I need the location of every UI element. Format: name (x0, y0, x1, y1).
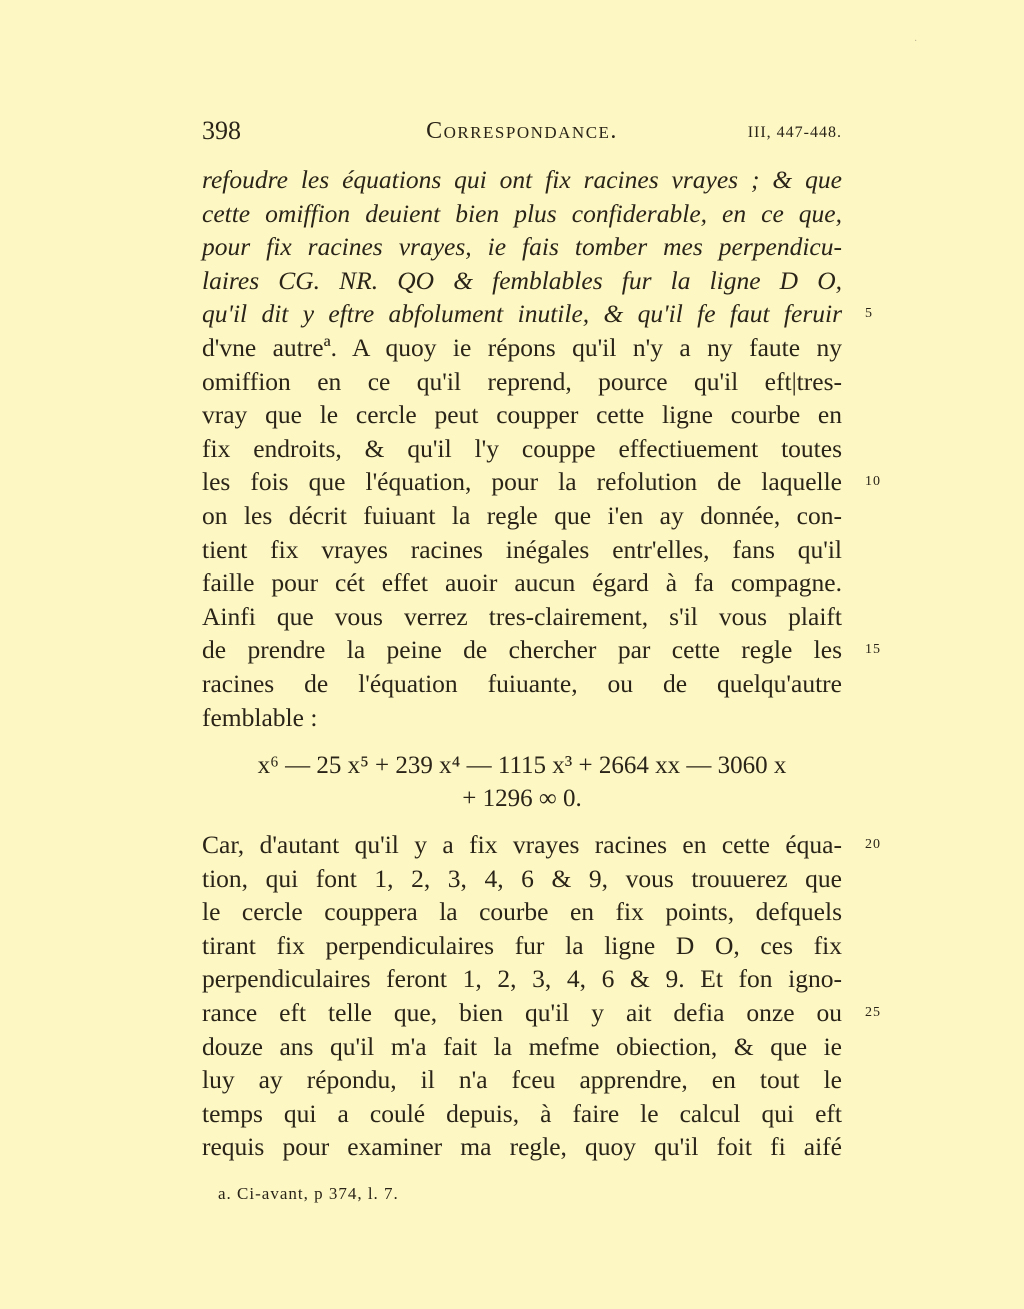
text-line: femblable : (202, 702, 318, 732)
text-line: perpendiculaires feront 1, 2, 3, 4, 6 & 9. Et fon igno- (202, 964, 842, 994)
line-number: 20 (865, 837, 881, 852)
text-block-1 (202, 163, 842, 734)
line-number: 25 (865, 1005, 881, 1020)
text-line: rance eft telle que, bien qu'il y ait defia onze ou (202, 997, 842, 1027)
text-line: les fois que l'équation, pour la refolution de laquelle (202, 467, 842, 497)
text-line: douze ans qu'il m'a fait la mefme obiection, & que ie (202, 1031, 842, 1061)
volume-reference: III, 447-448. (747, 124, 842, 141)
text-line: on les décrit fuiuant la regle que i'en ay donnée, con- (202, 500, 842, 530)
line-number: 15 (865, 642, 881, 657)
text-line: tirant fix perpendiculaires fur la ligne D O, ces fix (202, 930, 842, 960)
line-number: 5 (865, 306, 873, 321)
equation-line-1: x⁶ — 25 x⁵ + 239 x⁴ — 1115 x³ + 2664 xx — 3060 x (257, 752, 787, 779)
footnote: a. Ci-avant, p 374, l. 7. (218, 1184, 399, 1203)
page-number: 398 (202, 116, 241, 145)
text-line: temps qui a coulé depuis, à faire le calcul qui eft (202, 1098, 842, 1128)
corner-mark: · (914, 36, 918, 47)
text-line: de prendre la peine de chercher par cette regle les (202, 635, 842, 665)
line-number: 10 (865, 474, 881, 489)
text-line: laires CG. NR. QO & femblables fur la ligne D O, (202, 265, 842, 295)
text-line: qu'il dit y eftre abfolument inutile, & qu'il fe faut feruir (202, 299, 842, 329)
text-line: pour fix racines vrayes, ie fais tomber mes perpendicu- (202, 232, 842, 262)
text-line: faille pour cét effet auoir aucun égard à fa compagne. (202, 568, 842, 598)
text-line: Ainfi que vous verrez tres-clairement, s'il vous plaift (202, 601, 842, 631)
text-line: d'vne autreª. A quoy ie répons qu'il n'y a ny faute ny (202, 332, 842, 362)
text-line: requis pour examiner ma regle, quoy qu'il foit fi aifé (202, 1132, 842, 1162)
text-line: tion, qui font 1, 2, 3, 4, 6 & 9, vous trouuerez que (202, 863, 842, 893)
text-line: cette omiffion deuient bien plus confiderable, en ce que, (202, 198, 842, 228)
text-line: luy ay répondu, il n'a fceu apprendre, en tout le (202, 1065, 842, 1095)
page-header (202, 116, 842, 150)
text-block-2 (202, 828, 842, 1164)
text-line: fix endroits, & qu'il l'y couppe effectiuement toutes (202, 433, 842, 463)
text-line: racines de l'équation fuiuante, ou de quelqu'autre (202, 668, 842, 698)
equation-line-2: + 1296 ∞ 0. (462, 785, 582, 812)
text-line: tient fix vrayes racines inégales entr'elles, fans qu'il (202, 534, 842, 564)
running-title: Correspondance. (426, 118, 618, 144)
text-line: Car, d'autant qu'il y a fix vrayes racines en cette équa- (202, 830, 842, 859)
text-line: le cercle couppera la courbe en fix points, defquels (202, 897, 842, 927)
text-line: vray que le cercle peut coupper cette ligne courbe en (202, 400, 842, 430)
text-line: omiffion en ce qu'il reprend, pource qu'il eft|tres- (202, 366, 842, 396)
text-line: refoudre les équations qui ont fix racines vrayes ; & que (202, 165, 842, 194)
